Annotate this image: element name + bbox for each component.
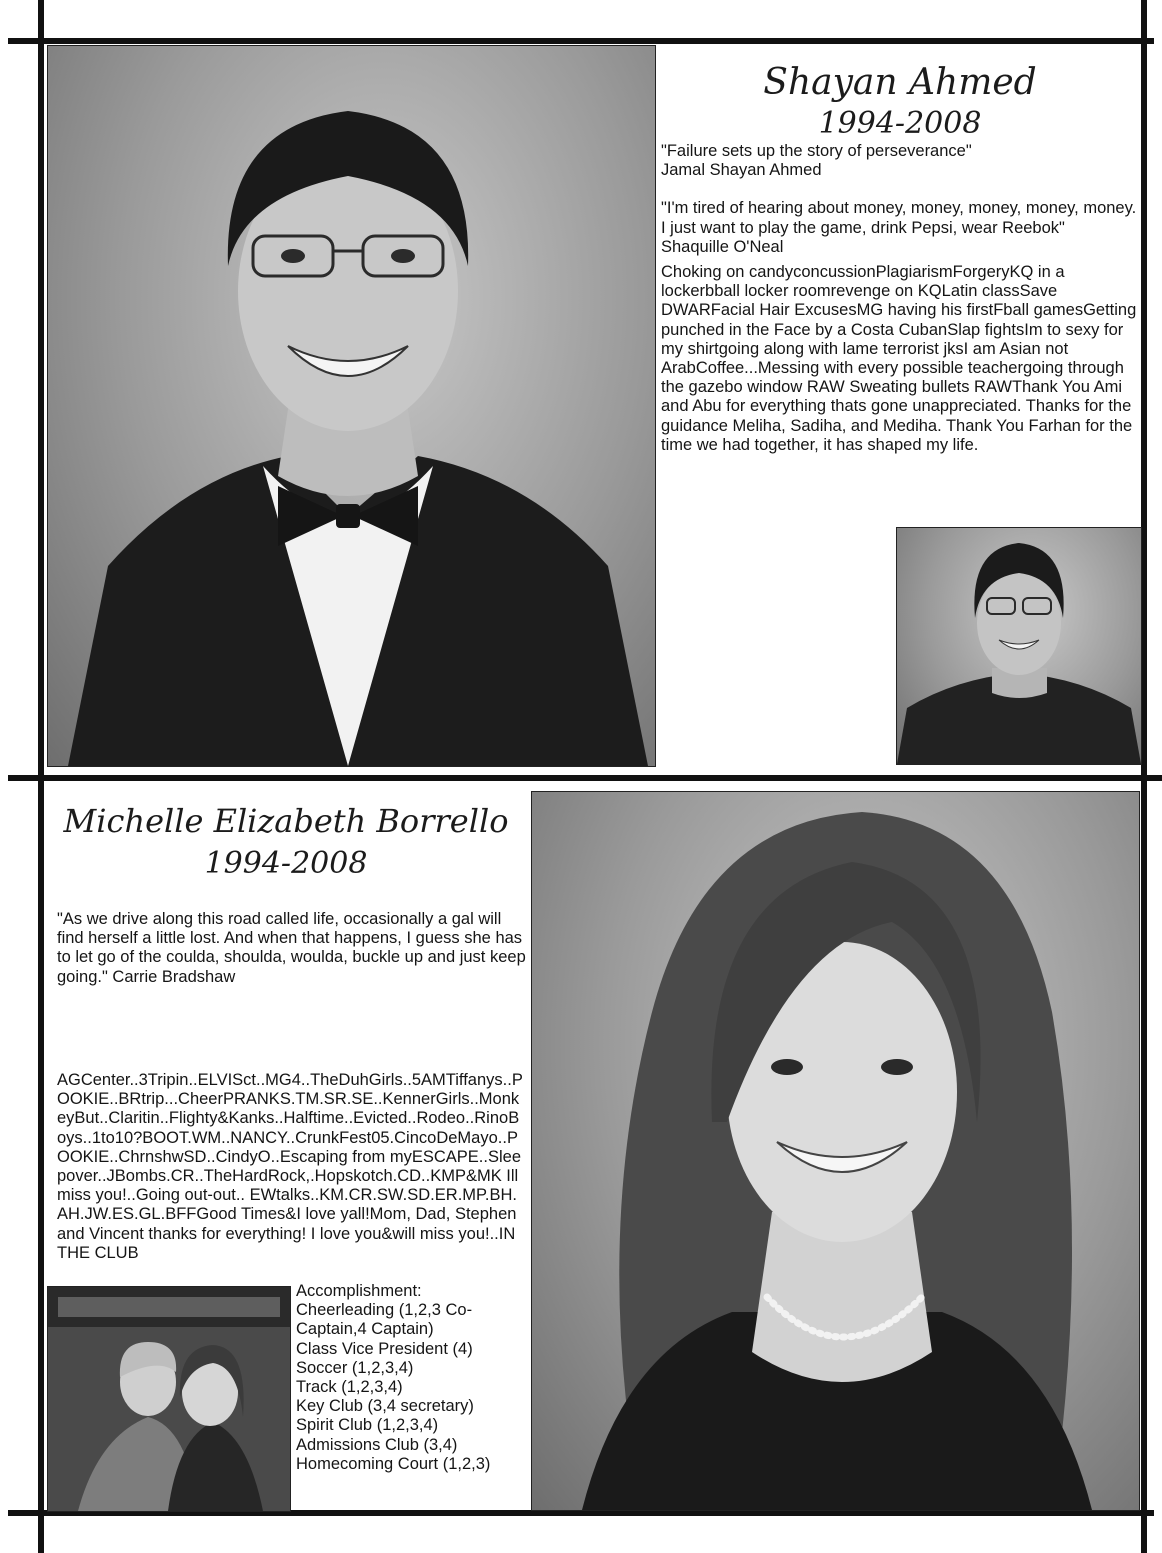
michelle-quote: "As we drive along this road called life, occasionally a gal will find herself a little lost. And when that happens, I guess she has to let go of the coulda, shoulda, woulda, buckle up and just keep going." Carrie Bradshaw	[57, 910, 526, 986]
shayan-message: Choking on candyconcussionPlagiarismForgeryKQ in a lockerbball locker roomrevenge on KQLatin classSave DWARFacial Hair ExcusesMG having his firstFball gamesGetting punched in the Face by a Costa CubanSlap fightsIm to sexy for my shirtgoing along with lame terrorist jksI am Asian not ArabCoffee...Messing with every possible teachergoing through the gazebo window RAW Sweating bullets RAWThank You Ami and Abu for everything thats gone unappreciated. Thanks for the guidance Meliha, Sadiha, and Mediha. Thank You Farhan for the time we had together, it has shaped my life.	[661, 263, 1137, 454]
shayan-quote-1-author: Jamal Shayan Ahmed	[661, 161, 822, 180]
frame-middle-rule	[8, 775, 1162, 781]
michelle-name-heading: Michelle Elizabeth Borrello	[63, 802, 509, 840]
accomplishments-heading: Accomplishment:	[296, 1282, 422, 1300]
accomplishment-item: Cheerleading (1,2,3 Co-Captain,4 Captain)	[296, 1301, 473, 1339]
shayan-casual-photo	[896, 527, 1142, 765]
accomplishment-item: Spirit Club (1,2,3,4)	[296, 1416, 439, 1435]
michelle-years: 1994-2008	[204, 846, 368, 881]
michelle-message: AGCenter..3Tripin..ELVISct..MG4..TheDuhGirls..5AMTiffanys..POOKIE..BRtrip...CheerPRANKS.TM.SR.SE..KennerGirls..MonkeyBut..Claritin..Flighty&Kanks..Halftime..Evicted..Rodeo..RinoBoys..1to10?BOOT.WM..NANCY..CrunkFest05.CincoDeMayo..POOKIE..ChrnshwSD..CindyO..Escaping from myESCAPE..Sleepover..JBombs.CR..TheHardRock,.Hopskotch.CD..KMP&MK Ill miss you!..Going out-out.. EWtalks..KM.CR.SW.SD.ER.MP.BH.AH.JW.ES.GL.BFFGood Times&I love yall!Mom, Dad, Stephen and Vincent thanks for everything! I love you&will miss you!..IN THE CLUB	[57, 1071, 523, 1262]
accomplishment-item: Track (1,2,3,4)	[296, 1378, 403, 1397]
shayan-quote-2: "I'm tired of hearing about money, money, money, money, money. I just want to play the game, drink Pepsi, wear Reebok"	[661, 199, 1137, 237]
frame-top-rule	[8, 38, 1154, 44]
michelle-candid-photo	[47, 1286, 291, 1512]
accomplishment-item: Admissions Club (3,4)	[296, 1435, 458, 1454]
shayan-quote-2-author: Shaquille O'Neal	[661, 237, 784, 256]
shayan-quotes-block	[661, 142, 1139, 455]
shayan-quote-1: "Failure sets up the story of perseverance"	[661, 142, 972, 160]
accomplishment-item: Class Vice President (4)	[296, 1339, 473, 1358]
michelle-accomplishments	[296, 1282, 526, 1474]
shayan-years: 1994-2008	[818, 106, 982, 141]
shayan-name-heading: Shayan Ahmed	[763, 62, 1037, 103]
michelle-formal-portrait	[531, 791, 1140, 1511]
accomplishment-item: Homecoming Court (1,2,3)	[296, 1454, 491, 1473]
accomplishment-item: Soccer (1,2,3,4)	[296, 1358, 414, 1377]
accomplishment-item: Key Club (3,4 secretary)	[296, 1397, 474, 1416]
shayan-formal-portrait	[47, 45, 656, 767]
